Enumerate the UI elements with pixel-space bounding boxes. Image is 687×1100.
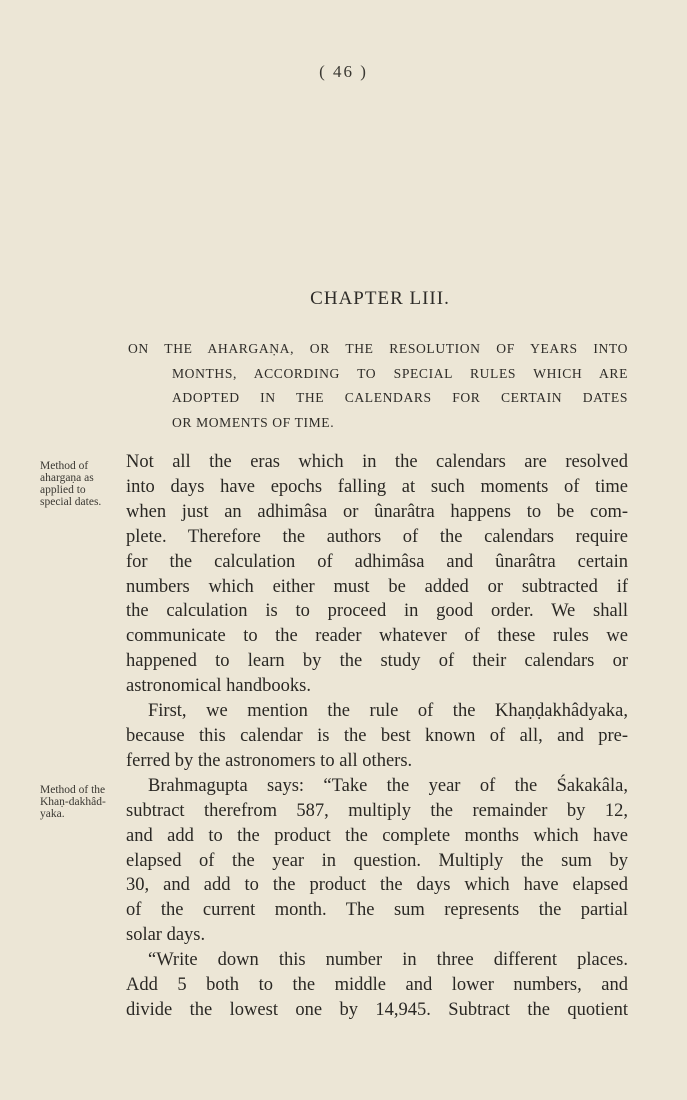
body-line: 30, and add to the product the days which have elapsed xyxy=(126,875,628,896)
chapter-subtitle-line: ON THE AHARGAṆA, OR THE RESOLUTION OF YEARS INTO xyxy=(128,341,628,356)
body-line: subtract therefrom 587, multiply the remainder by 12, xyxy=(126,800,628,821)
chapter-subtitle-line: MONTHS, ACCORDING TO SPECIAL RULES WHICH ARE xyxy=(172,365,628,381)
body-line: astronomical handbooks. xyxy=(126,676,311,697)
body-line: Brahmagupta says: “Take the year of the Śakakâla, xyxy=(148,775,628,796)
body-line: divide the lowest one by 14,945. Subtract the quotient xyxy=(126,999,628,1020)
body-line: because this calendar is the best known of all, and pre- xyxy=(126,725,628,746)
body-line: solar days. xyxy=(126,925,206,946)
margin-note-khandakhadyaka: Method of the Khaṇ-dakhâd-yaka. xyxy=(40,784,106,820)
body-line: of the current month. The sum represents the partial xyxy=(126,900,628,921)
body-text xyxy=(126,450,628,1023)
body-line: Add 5 both to the middle and lower numbers, and xyxy=(126,975,628,996)
page-number: ( 46 ) xyxy=(319,62,368,81)
body-line: communicate to the reader whatever of these rules we xyxy=(126,626,628,647)
body-line: the calculation is to proceed in good order. We shall xyxy=(126,601,628,622)
body-line: elapsed of the year in question. Multiply the sum by xyxy=(126,850,628,871)
chapter-subtitle xyxy=(128,337,628,435)
body-line: Not all the eras which in the calendars are resolved xyxy=(126,452,628,472)
body-line: numbers which either must be added or subtracted if xyxy=(126,576,628,597)
body-line: ferred by the astronomers to all others. xyxy=(126,750,413,771)
body-line: for the calculation of adhimâsa and ûnarâtra certain xyxy=(126,551,628,572)
chapter-title: CHAPTER LIII. xyxy=(310,288,450,309)
body-line: into days have epochs falling at such moments of time xyxy=(126,476,628,497)
chapter-subtitle-line: OR MOMENTS OF TIME. xyxy=(172,414,335,430)
chapter-subtitle-line: ADOPTED IN THE CALENDARS FOR CERTAIN DATES xyxy=(172,390,628,405)
body-line: happened to learn by the study of their calendars or xyxy=(126,651,628,672)
body-line: when just an adhimâsa or ûnarâtra happens to be com- xyxy=(126,501,628,522)
margin-note-ahargana: Method of ahargaṇa as applied to special dates. xyxy=(40,460,102,508)
body-line: “Write down this number in three different places. xyxy=(148,950,628,971)
body-line: First, we mention the rule of the Khaṇḍakhâdyaka, xyxy=(148,701,628,722)
body-line: plete. Therefore the authors of the calendars require xyxy=(126,526,628,547)
body-line: and add to the product the complete months which have xyxy=(126,825,628,846)
